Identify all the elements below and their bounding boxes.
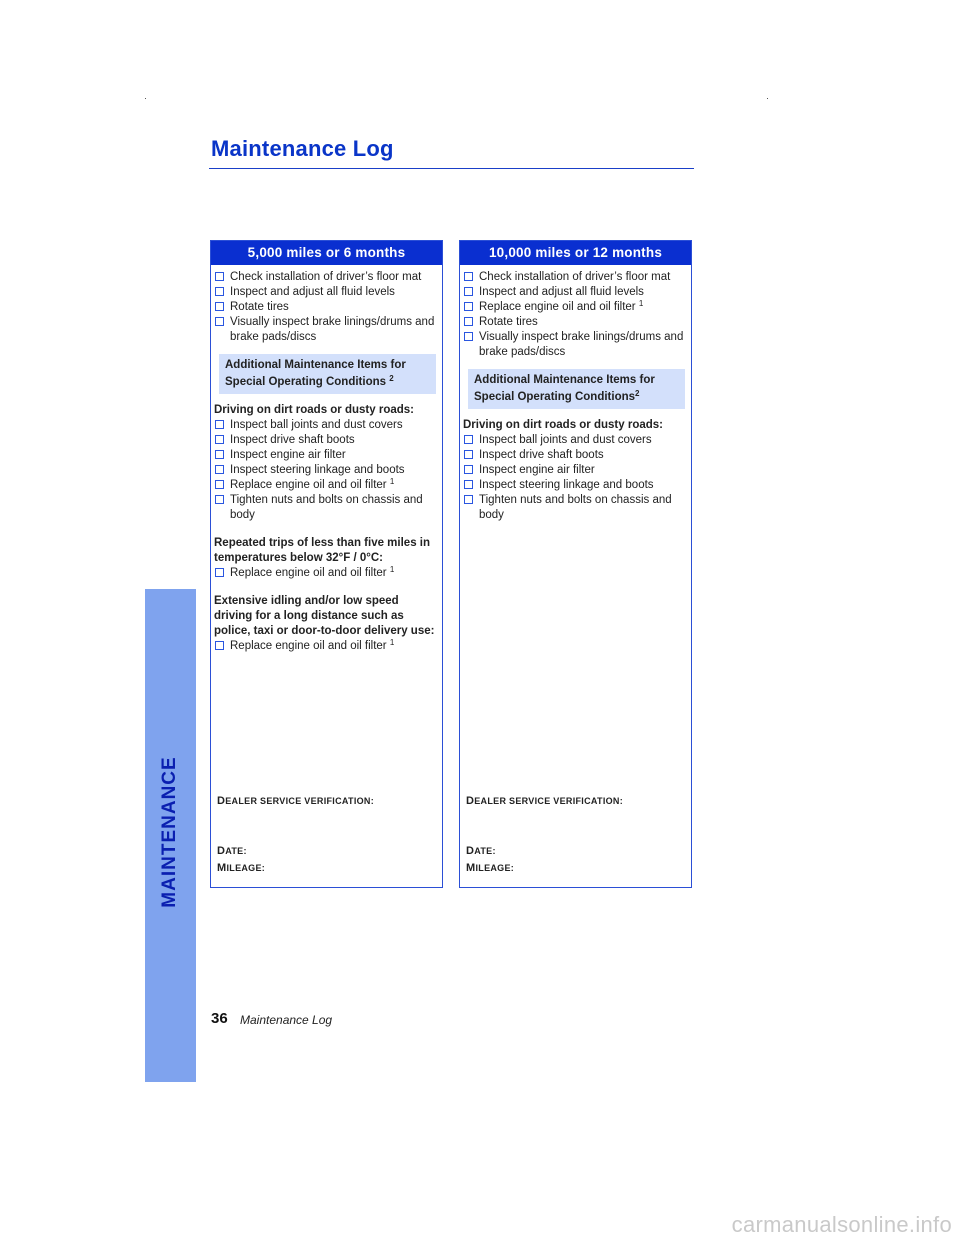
checklist-item[interactable] bbox=[214, 418, 440, 433]
checklist-item-label: Check installation of driver’s floor mat bbox=[479, 271, 671, 283]
additional-items-subtitle: Special Operating Conditions bbox=[474, 391, 636, 403]
checklist-item[interactable] bbox=[214, 566, 440, 581]
interval-header: 10,000 miles or 12 months bbox=[460, 241, 691, 265]
checkbox-icon[interactable] bbox=[215, 435, 224, 444]
checklist-item[interactable] bbox=[214, 433, 440, 448]
interval-header: 5,000 miles or 6 months bbox=[211, 241, 442, 265]
checklist-item-label: Inspect ball joints and dust covers bbox=[230, 419, 403, 431]
checkbox-icon[interactable] bbox=[464, 495, 473, 504]
interval-body bbox=[460, 265, 691, 523]
checkbox-icon[interactable] bbox=[215, 495, 224, 504]
checkbox-icon[interactable] bbox=[464, 332, 473, 341]
side-tab-label: MAINTENANCE bbox=[159, 756, 180, 908]
checklist-item[interactable] bbox=[463, 270, 689, 285]
date-label: DATE: bbox=[466, 845, 496, 857]
condition-heading: Driving on dirt roads or dusty roads: bbox=[214, 404, 414, 416]
checklist-item-label: Rotate tires bbox=[479, 316, 538, 328]
checklist-item[interactable] bbox=[463, 330, 689, 360]
dealer-verification-label: DEALER SERVICE VERIFICATION: bbox=[466, 795, 624, 807]
checklist-item-label: Visually inspect brake linings/drums and brake pads/discs bbox=[479, 331, 684, 358]
checklist-item[interactable] bbox=[214, 463, 440, 478]
footnote-ref: 2 bbox=[635, 389, 640, 398]
checkbox-icon[interactable] bbox=[464, 480, 473, 489]
additional-items-subtitle: Special Operating Conditions bbox=[225, 376, 387, 388]
checkbox-icon[interactable] bbox=[464, 302, 473, 311]
checklist-item[interactable] bbox=[214, 285, 440, 300]
checkbox-icon[interactable] bbox=[215, 450, 224, 459]
checklist-item[interactable] bbox=[214, 270, 440, 285]
checklist-item-label: Visually inspect brake linings/drums and brake pads/discs bbox=[230, 316, 435, 343]
additional-items-panel bbox=[468, 369, 685, 409]
checklist-item[interactable] bbox=[214, 478, 440, 493]
checklist-item[interactable] bbox=[214, 315, 440, 345]
checklist-item[interactable] bbox=[214, 300, 440, 315]
checklist-item-label: Inspect and adjust all fluid levels bbox=[479, 286, 644, 298]
checkbox-icon[interactable] bbox=[464, 465, 473, 474]
condition-heading: Extensive idling and/or low speed driving for a long distance such as police, taxi or door-to-door delivery use: bbox=[214, 595, 435, 637]
checkbox-icon[interactable] bbox=[215, 420, 224, 429]
checklist-item[interactable] bbox=[463, 478, 689, 493]
checkbox-icon[interactable] bbox=[215, 568, 224, 577]
additional-items-title: Additional Maintenance Items for bbox=[225, 359, 406, 371]
checklist-item-label: Rotate tires bbox=[230, 301, 289, 313]
checklist-item[interactable] bbox=[214, 493, 440, 523]
checklist-item[interactable] bbox=[463, 315, 689, 330]
checklist-item-label: Replace engine oil and oil filter bbox=[230, 567, 387, 579]
checklist-item-label: Replace engine oil and oil filter bbox=[479, 301, 636, 313]
checkbox-icon[interactable] bbox=[215, 302, 224, 311]
checkbox-icon[interactable] bbox=[215, 287, 224, 296]
page-title: Maintenance Log bbox=[211, 136, 394, 161]
page-number: 36 bbox=[211, 1010, 228, 1027]
checklist-item-label: Inspect drive shaft boots bbox=[479, 449, 604, 461]
mileage-label: MILEAGE: bbox=[466, 862, 515, 874]
checklist-item-label: Inspect and adjust all fluid levels bbox=[230, 286, 395, 298]
checkbox-icon[interactable] bbox=[215, 465, 224, 474]
footnote-ref: 1 bbox=[638, 299, 644, 308]
checklist-item-label: Inspect engine air filter bbox=[479, 464, 595, 476]
checkbox-icon[interactable] bbox=[215, 641, 224, 650]
checkbox-icon[interactable] bbox=[215, 272, 224, 281]
footer-section-label: Maintenance Log bbox=[240, 1013, 333, 1027]
checklist-item[interactable] bbox=[463, 463, 689, 478]
condition-heading: Driving on dirt roads or dusty roads: bbox=[463, 419, 663, 431]
checklist-item-label: Check installation of driver’s floor mat bbox=[230, 271, 422, 283]
checklist-item[interactable] bbox=[214, 448, 440, 463]
checklist-item[interactable] bbox=[463, 433, 689, 448]
checklist-item[interactable] bbox=[463, 285, 689, 300]
checkbox-icon[interactable] bbox=[464, 287, 473, 296]
watermark: carmanualsonline.info bbox=[731, 1212, 952, 1237]
checklist-item-label: Tighten nuts and bolts on chassis and body bbox=[230, 494, 423, 521]
checklist-item-label: Inspect ball joints and dust covers bbox=[479, 434, 652, 446]
date-label: DATE: bbox=[217, 845, 247, 857]
checklist-item[interactable] bbox=[463, 448, 689, 463]
footnote-ref: 1 bbox=[389, 565, 395, 574]
crop-mark bbox=[145, 98, 146, 99]
crop-mark bbox=[767, 98, 768, 99]
condition-heading: Repeated trips of less than five miles in temperatures below 32°F / 0°C: bbox=[214, 537, 431, 564]
footnote-ref: 1 bbox=[389, 477, 395, 486]
title-divider bbox=[209, 168, 694, 169]
checkbox-icon[interactable] bbox=[464, 450, 473, 459]
interval-card-10000 bbox=[459, 240, 692, 888]
checklist-item-label: Tighten nuts and bolts on chassis and body bbox=[479, 494, 672, 521]
checklist-item[interactable] bbox=[463, 493, 689, 523]
checkbox-icon[interactable] bbox=[464, 272, 473, 281]
additional-items-title: Additional Maintenance Items for bbox=[474, 374, 655, 386]
checklist-item-label: Replace engine oil and oil filter bbox=[230, 640, 387, 652]
dealer-verification-label: DEALER SERVICE VERIFICATION: bbox=[217, 795, 375, 807]
checkbox-icon[interactable] bbox=[215, 480, 224, 489]
footnote-ref: 2 bbox=[389, 374, 394, 383]
checklist-item[interactable] bbox=[214, 639, 440, 654]
checklist-item-label: Inspect drive shaft boots bbox=[230, 434, 355, 446]
checklist-item-label: Inspect engine air filter bbox=[230, 449, 346, 461]
checklist-item-label: Inspect steering linkage and boots bbox=[230, 464, 405, 476]
mileage-label: MILEAGE: bbox=[217, 862, 266, 874]
checklist-item-label: Inspect steering linkage and boots bbox=[479, 479, 654, 491]
checkbox-icon[interactable] bbox=[464, 317, 473, 326]
additional-items-panel bbox=[219, 354, 436, 394]
checkbox-icon[interactable] bbox=[464, 435, 473, 444]
footnote-ref: 1 bbox=[389, 638, 395, 647]
checklist-item-label: Replace engine oil and oil filter bbox=[230, 479, 387, 491]
checkbox-icon[interactable] bbox=[215, 317, 224, 326]
interval-card-5000 bbox=[210, 240, 443, 888]
checklist-item[interactable] bbox=[463, 300, 689, 315]
interval-body bbox=[211, 265, 442, 654]
